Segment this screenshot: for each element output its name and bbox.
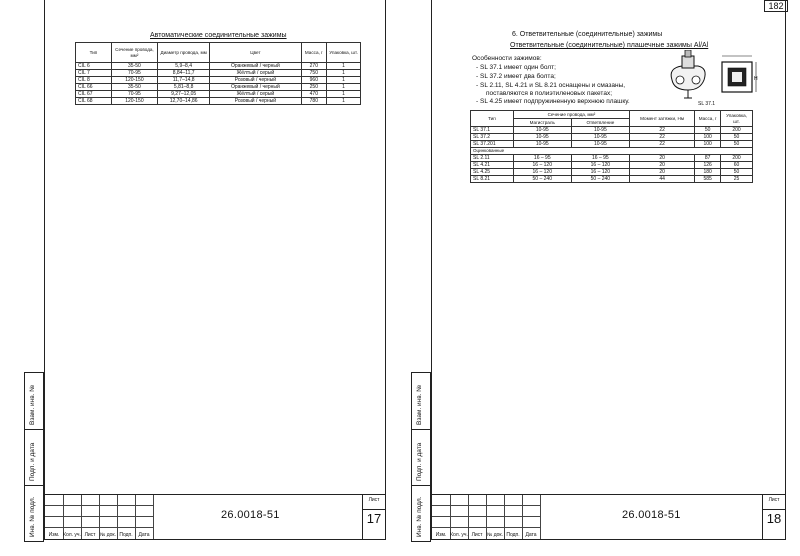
subtitle: Ответвительные (соединительные) плашечные зажимы Al/Al [510,42,709,49]
col-pack: Упаковка, шт. [721,111,753,127]
table-cell: 50 – 240 [571,176,629,183]
col-main: Магистраль [513,119,571,127]
col-branch: Ответвление [571,119,629,127]
feature-1: - SL 37.1 имеет один болт; [476,64,556,71]
table-cell: CIL 67 [76,91,112,98]
sheet-number-box [762,495,785,539]
table-cell: 180 [695,169,721,176]
table-cell: 1 [327,77,361,84]
table-cell: 16 – 120 [571,169,629,176]
table-cell: 35-50 [111,84,157,91]
table-cell: 750 [301,70,327,77]
table-row [471,176,753,183]
col-section: Сечение провода, мм² [513,111,629,119]
margin-label-inv: Инв. № подл. [29,496,36,537]
table-cell: 22 [630,141,695,148]
table-row [76,70,361,77]
table-row [471,134,753,141]
table-cell: 10-95 [513,127,571,134]
col-type: Тип [76,43,112,63]
title-block [432,494,785,539]
table-cell: Жёлтый / серый [210,91,301,98]
table-cell: 22 [630,127,695,134]
table-cell: SL 2.11 [471,155,514,162]
feature-5: - SL 4.25 имеет подпружиненную верхнюю плашку. [476,98,630,105]
col-mass: Масса, г [301,43,327,63]
table-cell: 16 – 120 [513,169,571,176]
table-cell: 50 [721,134,753,141]
table-cell: Жёлтый / серый [210,70,301,77]
table-cell: 20 [630,155,695,162]
list-label: Лист [368,497,380,503]
sheet-right [431,0,786,540]
table-row [471,169,753,176]
table-cell: 25 [721,176,753,183]
table-cell: 60 [721,162,753,169]
margin-label-vzam: Взам. инв. № [29,384,36,425]
table-cell: Оранжевый / черный [210,84,301,91]
col-section: Сечение провода, мм² [111,43,157,63]
table-cell: 1 [327,84,361,91]
cap-data: Дата [138,532,150,538]
table-cell: 50 – 240 [513,176,571,183]
table-cell: 780 [301,98,327,105]
table-cell: 200 [721,127,753,134]
table-cell: 1 [327,70,361,77]
table-cell: CIL 8 [76,77,112,84]
table-cell: SL 37.201 [471,141,514,148]
cap-doc: № док. [99,532,117,538]
table-cell: CIL 66 [76,84,112,91]
col-torque: Момент затяжки, Нм [630,111,695,127]
table-cell: CIL 68 [76,98,112,105]
table-cell: 10-95 [513,134,571,141]
cap-podp: Подп. [506,532,520,538]
table-cell: 22 [630,134,695,141]
dim-h: H [754,76,758,82]
table-cell: 10-95 [571,127,629,134]
table-cell: 470 [301,91,327,98]
cap-izm: Изм. [48,532,60,538]
table-cell: CIL 6 [76,63,112,70]
list-number: 18 [766,511,782,526]
table-cell: CIL 7 [76,70,112,77]
table-cell: 100 [695,141,721,148]
doc-number: 26.0018-51 [622,509,681,521]
table-row [76,63,361,70]
stamp-captions [45,532,153,538]
margin-label-inv: Инв. № подл. [416,496,423,537]
table-cell: 50 [721,169,753,176]
cap-data: Дата [525,532,537,538]
table-cell: 87 [695,155,721,162]
table-cell: 1 [327,63,361,70]
table-cell: 70-95 [111,70,157,77]
col-type: Тип [471,111,514,127]
right-margin-strip [411,372,431,542]
table-cell: 20 [630,162,695,169]
left-margin-strip [24,372,44,542]
table-cell: 100 [695,134,721,141]
table-cell: 5,81–8,8 [158,84,210,91]
table-cell: 126 [695,162,721,169]
table-cell: 50 [721,141,753,148]
table-cell: 44 [630,176,695,183]
table-row [76,98,361,105]
cap-kol: Кол. уч. [450,532,468,538]
col-color: Цвет [210,43,301,63]
table-cell: 16 – 120 [513,162,571,169]
col-diameter: Диаметр провода, мм [158,43,210,63]
table-cell: Оранжевый / черный [210,63,301,70]
margin-label-podp: Подп. и дата [416,442,423,481]
table-cell: 70-95 [111,91,157,98]
table-cell: 960 [301,77,327,84]
table-cell: 10-95 [513,141,571,148]
feature-2: - SL 37.2 имеет два болта; [476,73,556,80]
table-cell: 250 [301,84,327,91]
table-cell: 10-95 [571,134,629,141]
table-cell: Розовый / черный [210,77,301,84]
table-cell: 270 [301,63,327,70]
table-cell: 16 – 120 [571,162,629,169]
connector-table [75,42,361,105]
cap-list: Лист [471,532,483,538]
left-table-title: Автоматические соединительные зажимы [150,32,287,39]
table-row [76,77,361,84]
figure-label: SL 37.1 [698,101,716,107]
table-cell: 9,27–12,05 [158,91,210,98]
table-cell: SL 4.21 [471,162,514,169]
table-cell: 5,9–8,4 [158,63,210,70]
table-cell: 16 – 95 [571,155,629,162]
table-cell: 35-50 [111,63,157,70]
margin-label-podp: Подп. и дата [29,442,36,481]
feature-3: - SL 2.11, SL 4.21 и SL 8.21 оснащены и смазаны, [476,82,626,89]
cap-doc: № док. [486,532,504,538]
section-title: 6. Ответвительные (соединительные) зажимы [512,31,663,38]
table-row [471,162,753,169]
table-cell: 16 – 95 [513,155,571,162]
table-cell: 120-150 [111,77,157,84]
table-cell: 50 [695,127,721,134]
col-mass: Масса, г [695,111,721,127]
sheet-left [44,0,386,540]
table-cell: 120-150 [111,98,157,105]
clamp-drawing [660,50,760,108]
table-cell: 585 [695,176,721,183]
list-label: Лист [768,497,780,503]
page-number: 182 [764,0,788,12]
table-cell: 11,7–14,8 [158,77,210,84]
clamp-table [470,110,753,183]
table-row [471,155,753,162]
title-block [45,494,385,539]
col-pack: Упаковка, шт. [327,43,361,63]
table-cell: 10-95 [571,141,629,148]
group-label: Оцинкованные [471,148,753,155]
table-row [471,141,753,148]
margin-label-vzam: Взам. инв. № [416,384,423,425]
feature-4: поставляются в полиэтиленовых пакетах; [486,90,613,97]
table-cell: 8,84–11,7 [158,70,210,77]
table-cell: 1 [327,98,361,105]
table-cell: Розовый / черный [210,98,301,105]
cap-list: Лист [84,532,96,538]
table-cell: 20 [630,169,695,176]
stamp-captions [432,532,540,538]
table-cell: 200 [721,155,753,162]
table-row [76,84,361,91]
list-number: 17 [366,511,382,526]
table-cell: SL 4.25 [471,169,514,176]
cap-kol: Кол. уч. [63,532,81,538]
features-heading: Особенности зажимов: [472,55,542,62]
cap-podp: Подп. [119,532,133,538]
table-row [471,127,753,134]
table-cell: SL 37.1 [471,127,514,134]
table-cell: 12,70–14,86 [158,98,210,105]
table-row [76,91,361,98]
table-cell: SL 37.2 [471,134,514,141]
cap-izm: Изм. [435,532,447,538]
table-cell: SL 8.21 [471,176,514,183]
table-cell: 1 [327,91,361,98]
doc-number: 26.0018-51 [221,509,280,521]
sheet-number-box [362,495,385,539]
